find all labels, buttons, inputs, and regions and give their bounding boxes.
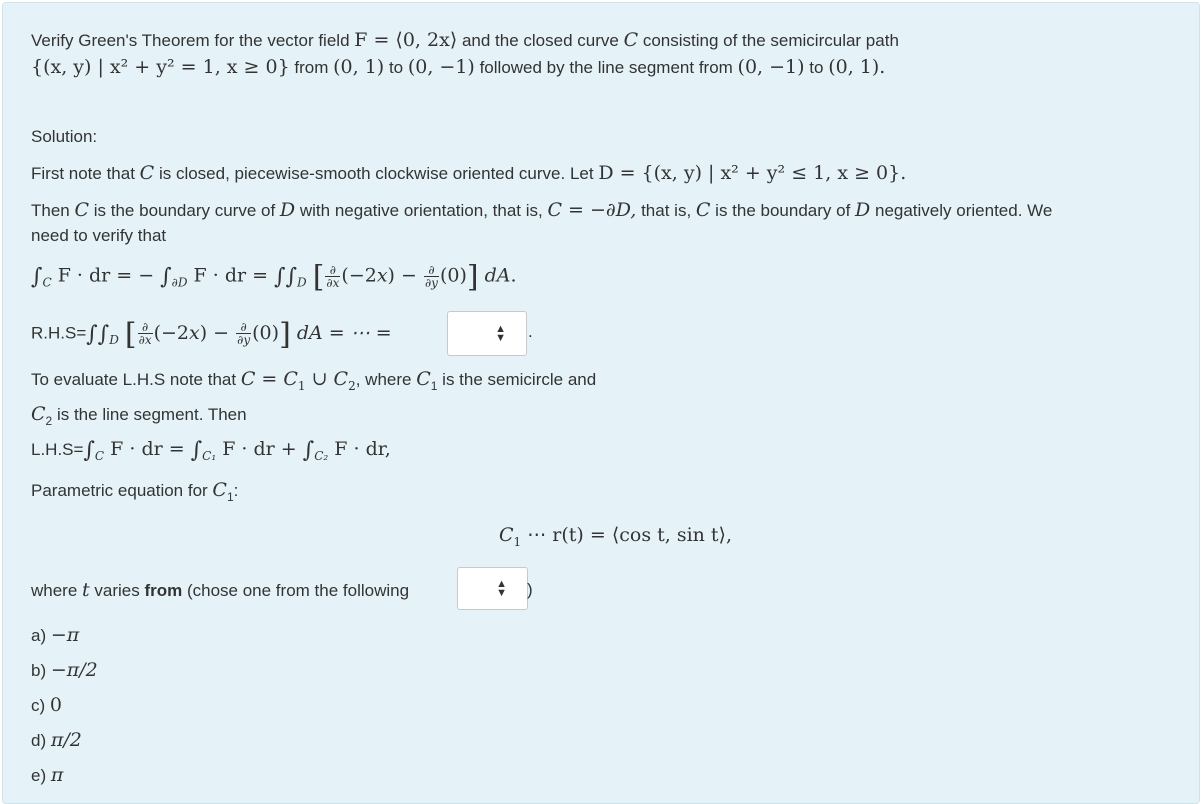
where-close-paren: ) [527, 580, 533, 599]
option-e: e) π [31, 764, 64, 786]
evaluate-line: To evaluate L.H.S note that $C = C_1$ ∪ $C_2$, where $C_1$ is the semicircle and [31, 368, 597, 393]
then-line: Then C is the boundary curve of D with negative orientation, that is, C = −∂D, that is, C is the boundary of D negatively oriented. We [31, 199, 1053, 221]
rhs-line: $R.H.S=\int\int_D$ [ $\frac{\partial}{\partial x}$ (−2x) − $\frac{\partial}{\partial y}$ (0)] dA = ⋯ = [31, 316, 392, 352]
curve-symbol: C [623, 29, 639, 51]
lhs-line: $L.H.S=\int_C$ F · dr = $\int_{C_1}$ F · dr + $\int_{C_2}$ F · dr, [31, 438, 391, 463]
parametric-label: Parametric equation for $C_1$: [31, 479, 239, 504]
rhs-dot: . [528, 322, 533, 341]
note-line: First note that C is closed, piecewise-smooth clockwise oriented curve. Let D = {(x, y) | x² + y² ≤ 1, x ≥ 0}. [31, 162, 907, 184]
parametric-equation: $C_1$ ⋯ r(t) = ⟨cos t, sin t⟩, [499, 524, 733, 549]
set-math: {(x, y) | x² + y² = 1, x ≥ 0} [31, 56, 290, 78]
question-line-2: {(x, y) | x² + y² = 1, x ≥ 0} from (0, 1) to (0, −1) followed by the line segment from (0, −1) to (0, 1). [31, 56, 886, 78]
chevron-up-down-icon: ▲ ▼ [496, 577, 507, 599]
d-set-math: D = {(x, y) | x² + y² ≤ 1, x ≥ 0}. [598, 162, 907, 184]
option-c: c) 0 [31, 694, 62, 716]
from-dropdown[interactable] [457, 567, 528, 610]
option-b: b) −π/2 [31, 659, 98, 681]
greens-equation: $\int_C$ F · dr = − $\int_{\partial D}$ F · dr = $\int\int_D$ [ $\frac{\partial}{\partial x}$ (−2x) − $\frac{\partial}{\partial y}$ (0)] dA. [31, 259, 517, 295]
option-a: a) −π [31, 624, 80, 646]
question-line-1: Verify Green's Theorem for the vector field F = ⟨0, 2x⟩ and the closed curve C consisting of the semicircular path [31, 29, 899, 51]
c2-line: $C_2$ is the line segment. Then [31, 403, 247, 428]
rhs-dropdown[interactable] [447, 311, 527, 356]
where-line: where t varies from (chose one from the following [31, 579, 410, 601]
need-line: need to verify that [31, 226, 167, 245]
option-d: d) π/2 [31, 729, 82, 751]
solution-heading: Solution: [31, 127, 98, 146]
chevron-up-down-icon: ▲ ▼ [495, 322, 506, 344]
field-math: F = ⟨0, 2x⟩ [354, 29, 458, 51]
